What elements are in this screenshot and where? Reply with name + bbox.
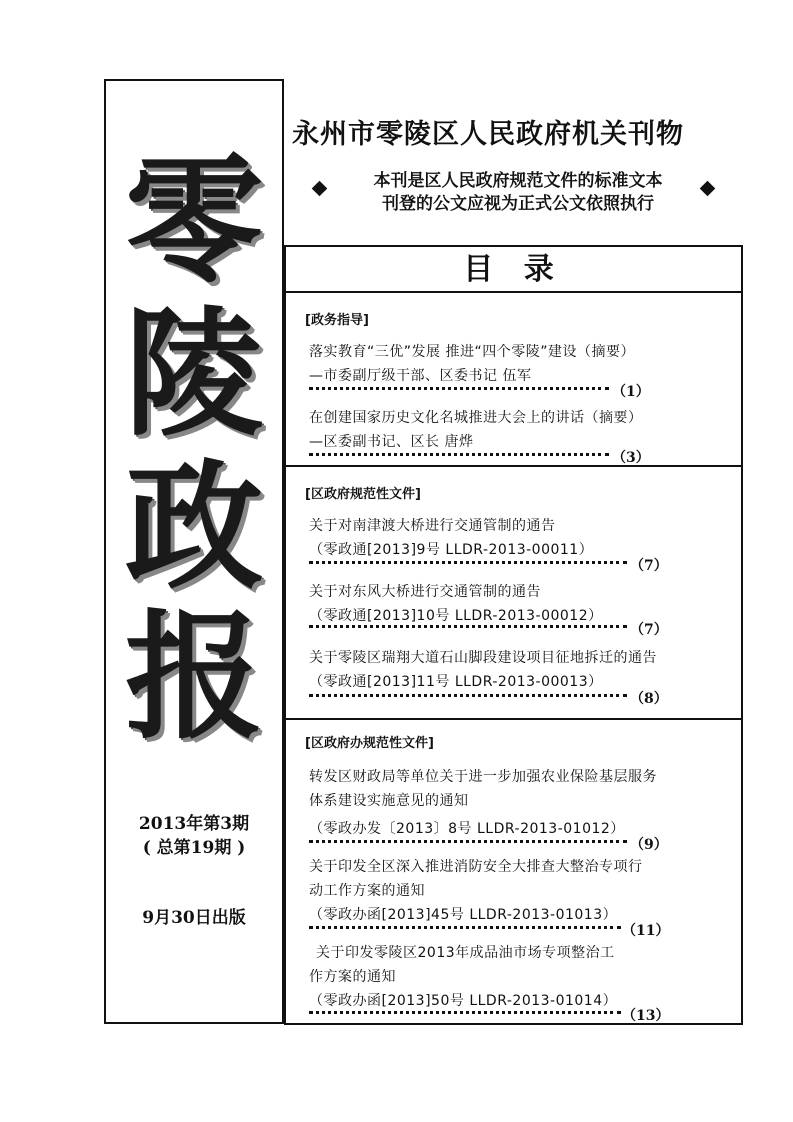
toc-heading: 目 录 <box>286 247 741 293</box>
dot-leader <box>309 694 627 697</box>
page-number: （7） <box>630 622 668 638</box>
page-number: （7） <box>630 558 668 574</box>
entry-author: —市委副厅级干部、区委书记 伍军 <box>309 368 532 384</box>
page-number: （11） <box>622 923 670 939</box>
masthead-char-3: 政 <box>124 445 263 608</box>
entry-doc-number: （零政办函[2013]45号 LLDR-2013-01013） <box>309 907 618 923</box>
entry-title-cont: 体系建设实施意见的通知 <box>309 793 469 809</box>
entry-doc-number: （零政办函[2013]50号 LLDR-2013-01014） <box>309 993 618 1009</box>
entry-doc-number: （零政办发〔2013〕8号 LLDR-2013-01012） <box>309 821 625 837</box>
dot-leader <box>309 387 609 390</box>
masthead-char-1: 零 <box>124 139 263 302</box>
dot-leader <box>309 561 627 564</box>
entry-title-cont: 动工作方案的通知 <box>309 883 425 899</box>
dot-leader <box>309 625 627 628</box>
entry-doc-number: （零政通[2013]10号 LLDR-2013-00012） <box>309 608 603 624</box>
toc-section-office-documents <box>286 718 741 1023</box>
table-of-contents <box>284 245 743 1025</box>
toc-section-politics <box>286 293 741 465</box>
page-number: （8） <box>630 691 668 707</box>
entry-title: 关于零陵区瑞翔大道石山脚段建设项目征地拆迁的通告 <box>309 650 657 666</box>
section-label: [区政府规范性文件] <box>305 487 421 502</box>
issue-total: ( 总第19期 ) <box>142 838 246 858</box>
entry-title: 关于印发全区深入推进消防安全大排查大整治专项行 <box>309 859 643 875</box>
section-label: [政务指导] <box>305 313 369 328</box>
entry-title: 关于印发零陵区2013年成品油市场专项整治工 <box>316 945 615 961</box>
entry-doc-number: （零政通[2013]11号 LLDR-2013-00013） <box>309 674 603 690</box>
page-number: （1） <box>612 384 650 400</box>
dot-leader <box>309 926 621 929</box>
masthead-char-4: 报 <box>124 595 263 758</box>
page-number: （13） <box>622 1008 670 1024</box>
note-line-1: 本刊是区人民政府规范文件的标准文本 <box>373 171 663 191</box>
publish-date: 9月30日出版 <box>142 908 246 928</box>
masthead-char-2: 陵 <box>124 292 263 455</box>
page-number: （9） <box>630 837 668 853</box>
page-number: （3） <box>612 450 650 466</box>
publication-note <box>308 170 728 216</box>
entry-title-cont: 作方案的通知 <box>309 969 396 985</box>
entry-title: 转发区财政局等单位关于进一步加强农业保险基层服务 <box>309 769 657 785</box>
entry-title: 关于对南津渡大桥进行交通管制的通告 <box>309 518 556 534</box>
entry-title: 关于对东风大桥进行交通管制的通告 <box>309 584 541 600</box>
note-line-2: 刊登的公文应视为正式公文依照执行 <box>382 194 654 214</box>
entry-title: 落实教育“三优”发展 推进“四个零陵”建设（摘要） <box>309 344 635 360</box>
dot-leader <box>309 1011 621 1014</box>
dot-leader <box>309 453 609 456</box>
entry-title: 在创建国家历史文化名城推进大会上的讲话（摘要） <box>309 410 643 426</box>
section-label: [区政府办规范性文件] <box>305 736 434 751</box>
entry-doc-number: （零政通[2013]9号 LLDR-2013-00011） <box>309 542 594 558</box>
toc-section-gov-documents <box>286 465 741 718</box>
entry-author: —区委副书记、区长 唐烨 <box>309 434 474 450</box>
org-title: 永州市零陵区人民政府机关刊物 <box>292 119 684 150</box>
dot-leader <box>309 840 627 843</box>
issue-number: 2013年第3期 <box>138 814 250 834</box>
masthead-column <box>104 79 284 1024</box>
